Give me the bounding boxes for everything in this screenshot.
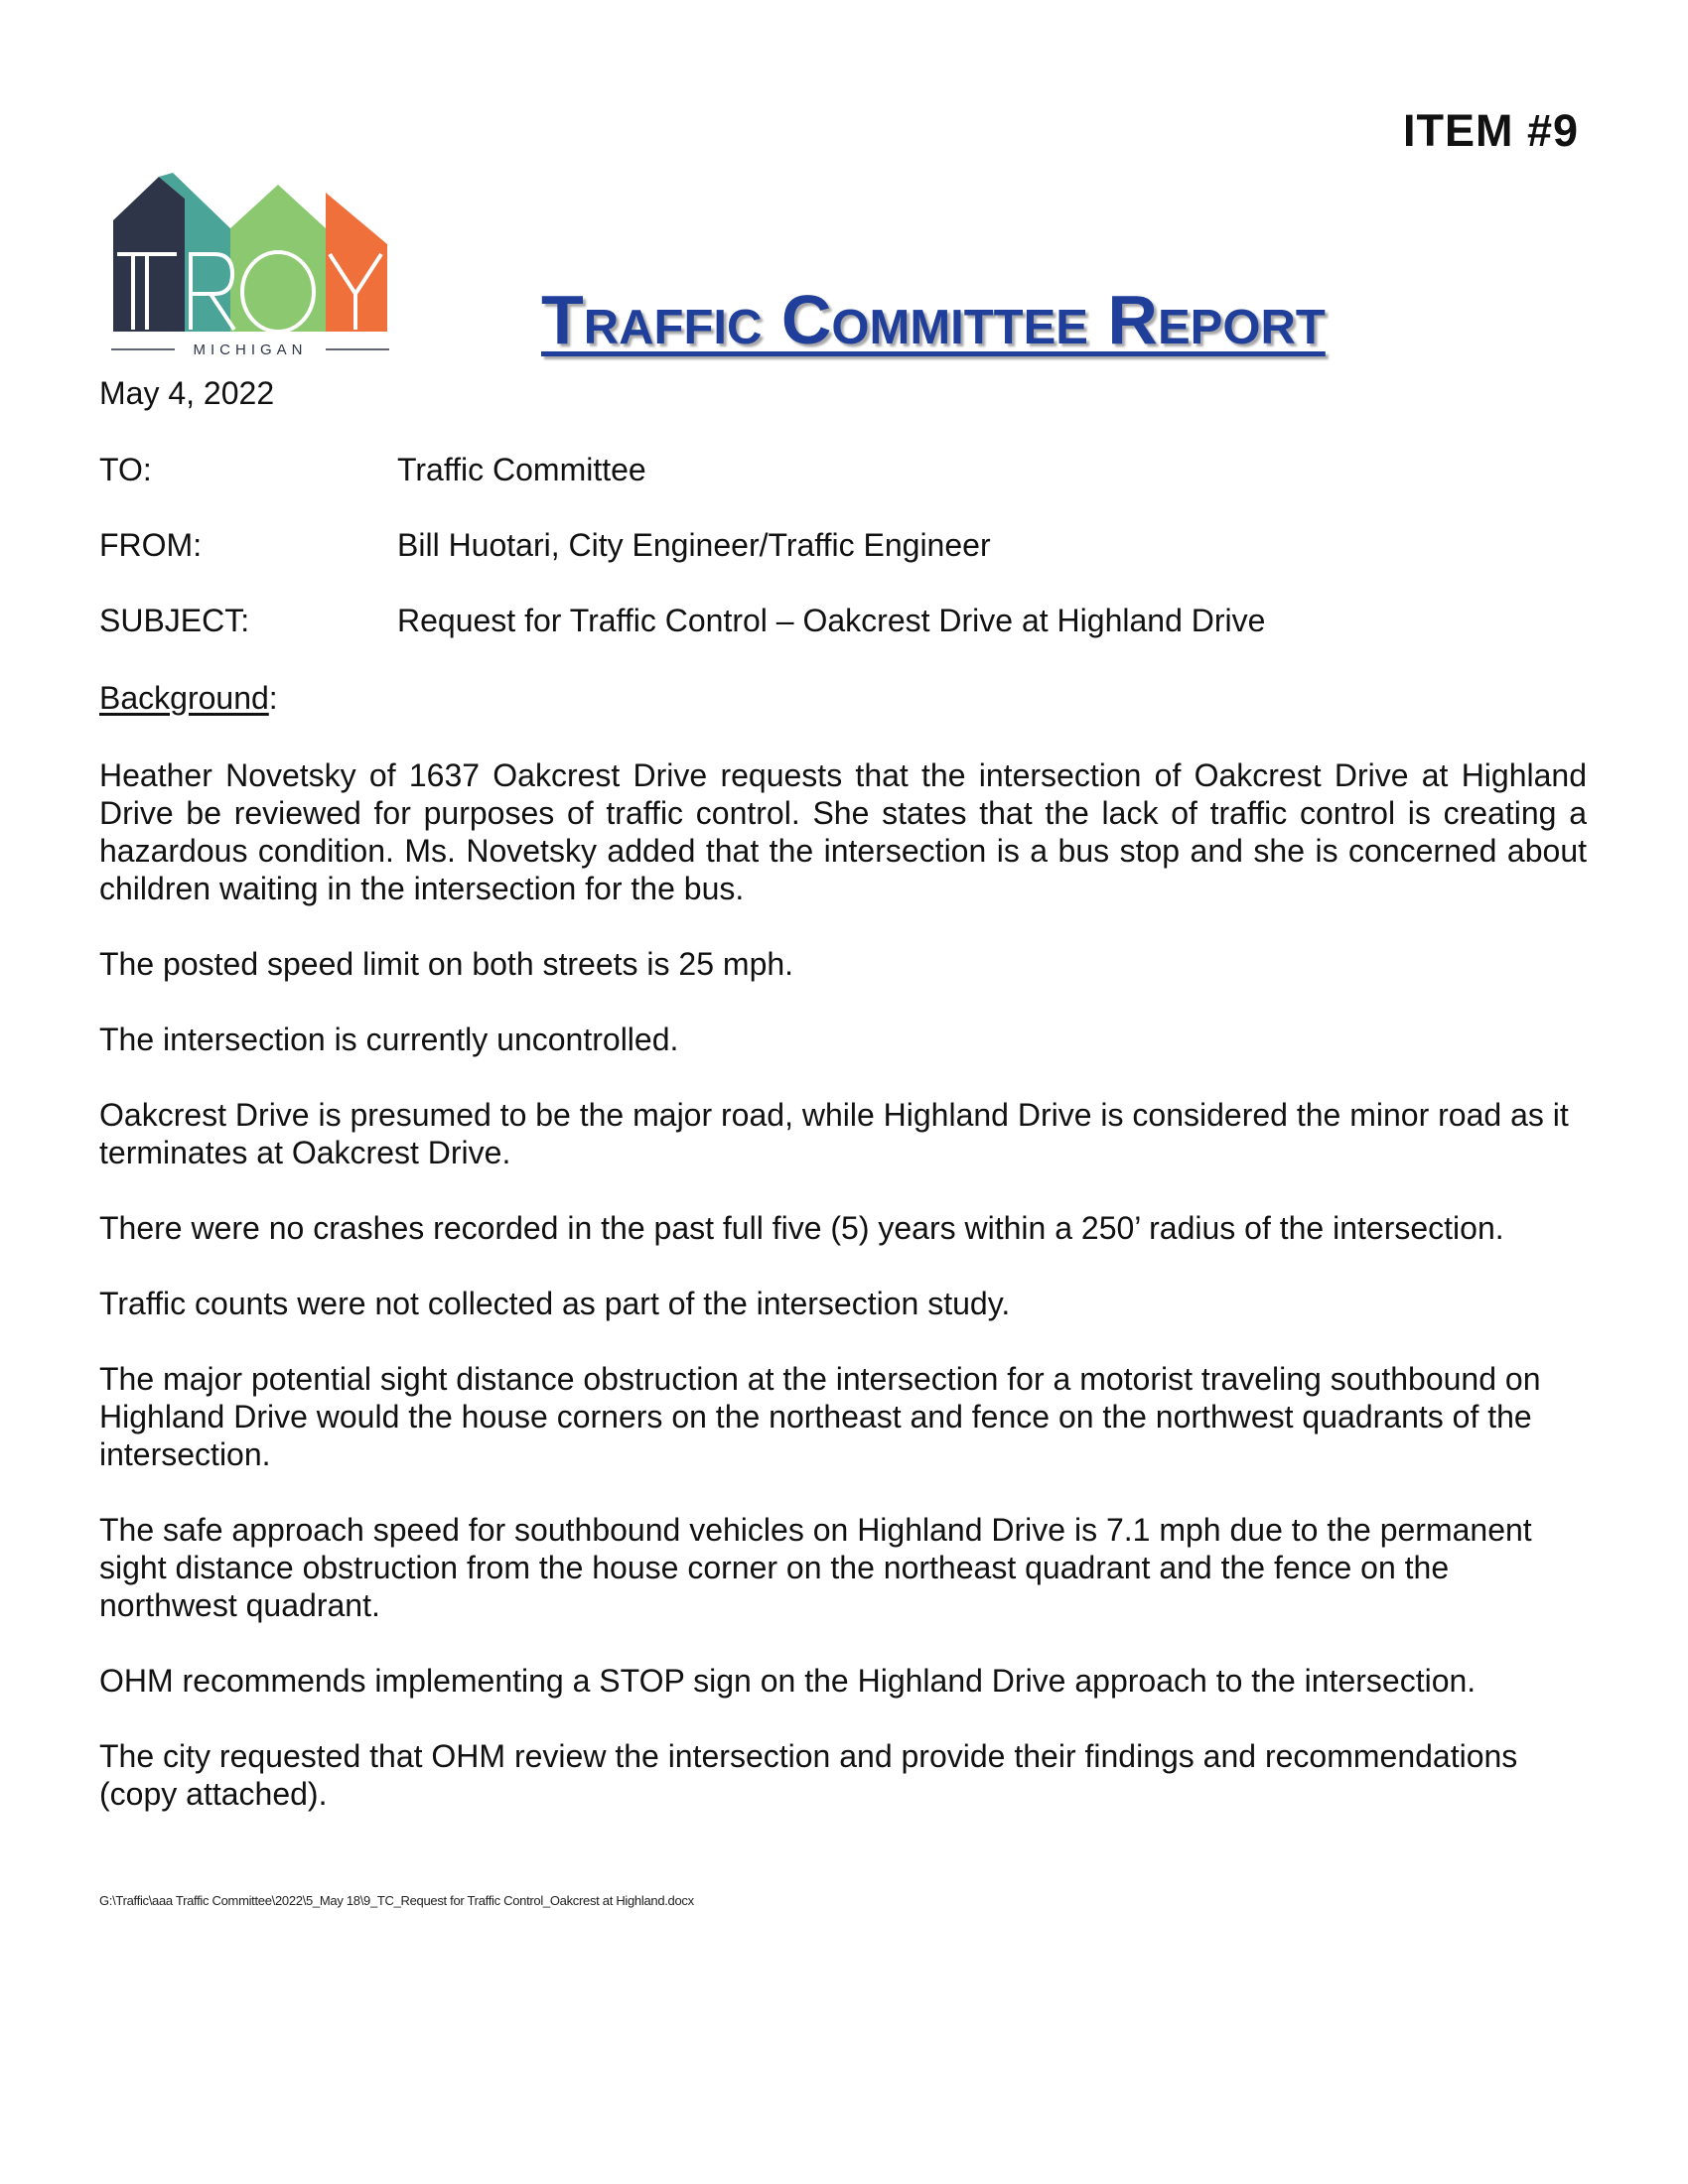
logo-subtitle: MICHIGAN xyxy=(193,341,308,358)
paragraph: Heather Novetsky of 1637 Oakcrest Drive requests that the intersection of Oakcrest Drive at Highland Drive be reviewed for purposes of traffic control. She states that the lack of traffic control is creating a hazardous condition. Ms. Novetsky added that the intersection is a bus stop and she is concerned about children waiting in the intersection for the bus. xyxy=(99,757,1587,906)
paragraph: The city requested that OHM review the intersection and provide their findings and recommendations (copy attached). xyxy=(99,1738,1518,1812)
subject-label: SUBJECT: xyxy=(99,603,250,638)
paragraph: The intersection is currently uncontrolled. xyxy=(99,1022,679,1057)
paragraph: The posted speed limit on both streets is 25 mph. xyxy=(99,946,794,982)
paragraph: There were no crashes recorded in the past full five (5) years within a 250’ radius of the intersection. xyxy=(99,1210,1504,1246)
from-label: FROM: xyxy=(99,527,203,563)
paragraph: Traffic counts were not collected as part of the intersection study. xyxy=(99,1286,1011,1321)
background-heading-colon: : xyxy=(268,680,278,716)
from-value: Bill Huotari, City Engineer/Traffic Engineer xyxy=(397,527,991,563)
paragraph: The major potential sight distance obstruction at the intersection for a motorist traveling southbound on Highland Drive would the house corners on the northeast and fence on the northwest quadrants of the intersection. xyxy=(99,1361,1541,1472)
subject-value: Request for Traffic Control – Oakcrest Drive at Highland Drive xyxy=(397,603,1266,638)
footer-file-path: G:\Traffic\aaa Traffic Committee\2022\5_May 18\9_TC_Request for Traffic Control_Oakcrest at Highland.docx xyxy=(99,1893,694,1908)
to-label: TO: xyxy=(99,452,152,487)
report-title: Traffic Committee Report xyxy=(541,281,1326,358)
paragraph: The safe approach speed for southbound vehicles on Highland Drive is 7.1 mph due to the permanent sight distance obstruction from the house corner on the northeast quadrant and the fence on the northwest quadrant. xyxy=(99,1512,1532,1623)
background-heading xyxy=(99,680,278,717)
background-body xyxy=(99,756,1587,1850)
paragraph: Oakcrest Drive is presumed to be the major road, while Highland Drive is considered the minor road as it terminates at Oakcrest Drive. xyxy=(99,1097,1569,1170)
troy-michigan-logo xyxy=(111,169,389,359)
memo-from-row xyxy=(99,527,1589,564)
paragraph: OHM recommends implementing a STOP sign on the Highland Drive approach to the intersection. xyxy=(99,1663,1477,1699)
memo-subject-row xyxy=(99,603,1589,639)
background-heading-text: Background xyxy=(99,680,269,716)
memo-to-row xyxy=(99,452,1589,488)
to-value: Traffic Committee xyxy=(397,452,646,487)
item-number: ITEM #9 xyxy=(1402,105,1579,156)
memo-date: May 4, 2022 xyxy=(99,375,275,411)
